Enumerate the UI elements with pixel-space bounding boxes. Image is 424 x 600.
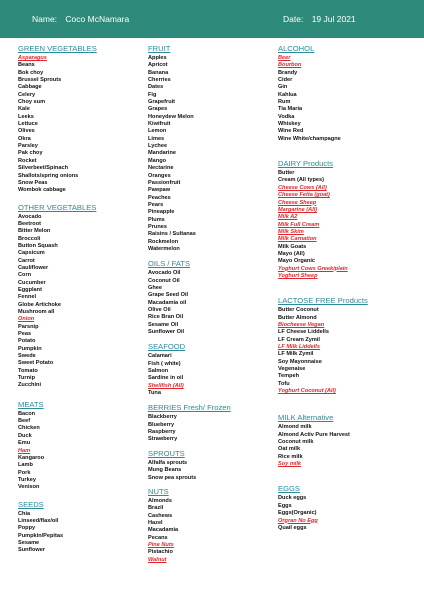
section-heading: LACTOSE FREE Products (278, 296, 368, 306)
list-item: Rice milk (278, 453, 303, 460)
list-item: Brazil (148, 505, 164, 512)
list-item: Mandarine (148, 150, 176, 157)
list-item: Salmon (148, 368, 169, 375)
section-heading: OILS / FATS (148, 259, 191, 269)
list-item: Broccoli (18, 235, 41, 242)
list-item: Almonds (148, 497, 172, 504)
list-item: Cucumber (18, 279, 46, 286)
list-item: Pak choy (18, 150, 43, 157)
name-value: Coco McNamara (65, 14, 130, 24)
list-item: Globe Artichoke (18, 301, 61, 308)
list-item: Okra (18, 135, 31, 142)
list-item: Dates (148, 84, 164, 91)
list-item-highlighted: Pine Nuts (148, 541, 174, 548)
list-item: Coconut milk (278, 439, 314, 446)
list-item: Choy sum (18, 99, 46, 106)
list-item: Bacon (18, 410, 36, 417)
list-item: Sweet Potato (18, 360, 54, 367)
list-item: Cider (278, 77, 293, 84)
list-item: Calamari (148, 353, 172, 360)
list-item: Linseed/flax/oil (18, 517, 59, 524)
list-item: Mung Beans (148, 467, 182, 474)
list-item: Plums (148, 216, 165, 223)
list-item: Mango (148, 157, 167, 164)
list-item-highlighted: Bourbon (278, 62, 302, 69)
list-item: Hazel (148, 519, 163, 526)
list-item: Beans (18, 62, 35, 69)
list-item: Carrot (18, 257, 35, 264)
list-item-highlighted: Beer (278, 55, 291, 61)
list-item: Vodka (278, 113, 295, 120)
list-item: Apricot (148, 62, 168, 69)
list-item: Macadamia (148, 527, 179, 534)
list-item: Pecans (148, 534, 168, 541)
list-item: Rum (278, 99, 291, 106)
food-section (18, 500, 143, 555)
list-item: Mushroom all (18, 309, 55, 315)
food-column-2 (148, 44, 273, 564)
list-item-highlighted: Soy milk (278, 461, 302, 468)
list-item: Almond Activ Pure Harvest (278, 431, 350, 438)
list-item: Rice Bran Oil (148, 314, 184, 321)
section-heading: EGGS (278, 484, 300, 494)
food-section (18, 203, 143, 390)
list-item: Grapefruit (148, 99, 176, 106)
list-item-highlighted: Yoghurt Sheep (278, 272, 318, 279)
list-item: Chia (18, 510, 31, 517)
food-section (278, 44, 403, 143)
food-section (278, 296, 403, 395)
list-item: Blueberry (148, 421, 175, 428)
food-section (278, 413, 403, 468)
list-item: Poppy (18, 525, 36, 532)
list-item: Capsicum (18, 250, 45, 257)
list-item: Duck eggs (278, 495, 307, 502)
list-item: Snow pea sprouts (148, 474, 197, 481)
list-item: Chicken (18, 425, 40, 432)
section-heading: MEATS (18, 399, 44, 409)
list-item: Cherries (148, 77, 171, 84)
section-heading: SEEDS (18, 499, 44, 509)
date-label: Date: (283, 14, 304, 24)
list-item: Cashews (148, 512, 173, 519)
date-field (283, 14, 356, 24)
list-item: Wine White/champagne (278, 135, 341, 142)
list-item: Pawpaw (148, 187, 171, 194)
date-value: 19 Jul 2021 (311, 14, 356, 24)
list-item: Banana (148, 69, 169, 76)
list-item: Button Squash (18, 242, 58, 249)
food-section (18, 44, 143, 195)
food-section (148, 487, 273, 564)
list-item: Apples (148, 55, 167, 61)
list-item: Wombok cabbage (18, 187, 66, 194)
section-heading: NUTS (148, 486, 169, 496)
list-item: Pumpkin/Pepitas (18, 532, 64, 539)
list-item: Cauliflower (18, 264, 49, 271)
list-item: LF Cheese Liddells (278, 329, 329, 336)
list-item: Turkey (18, 476, 36, 483)
food-column-3 (278, 44, 403, 532)
section-heading: FRUIT (148, 44, 171, 53)
list-item-highlighted: Biocheese Vegan (278, 321, 325, 328)
section-heading: ALCOHOL (278, 44, 315, 53)
list-item: Rockmelon (148, 238, 179, 245)
list-item: Blackberry (148, 414, 177, 421)
list-item-highlighted: Onion (18, 316, 35, 323)
list-item: Fish ( white) (148, 360, 181, 367)
list-item: Avocado Oil (148, 270, 181, 277)
name-label: Name: (32, 14, 58, 24)
list-item: Tia Maria (278, 106, 303, 113)
list-item-highlighted: Milk Carnation (278, 236, 317, 243)
list-item: Raisins / Sultanas (148, 231, 196, 238)
list-item: Potato (18, 338, 36, 345)
list-item: Honeydew Melon (148, 113, 194, 120)
list-item: Fig (148, 91, 157, 98)
list-item: Tofu (278, 380, 290, 387)
list-item: Almond milk (278, 424, 312, 431)
section-heading: MILK Alternative (278, 413, 334, 423)
list-item: Beef (18, 418, 31, 425)
list-item: Duck (18, 432, 32, 439)
section-heading: SEAFOOD (148, 342, 186, 352)
list-item: Pork (18, 469, 31, 476)
list-item: Beetroot (18, 220, 41, 227)
list-item: Tuna (148, 390, 161, 397)
list-item: Pears (148, 201, 164, 208)
list-item: Prunes (148, 223, 167, 230)
list-item: Celery (18, 91, 36, 98)
list-item: Butter (278, 170, 295, 177)
list-item: Brandy (278, 69, 298, 76)
list-item: Rocket (18, 157, 37, 164)
list-item: Tomato (18, 367, 38, 374)
list-item: Olive Oil (148, 307, 171, 313)
list-item: Turnip (18, 375, 35, 382)
list-item: Ghee (148, 284, 162, 291)
list-item: Lemon (148, 128, 167, 135)
list-item: Vegenaise (278, 366, 306, 373)
section-heading: GREEN VEGETABLES (18, 44, 97, 53)
food-section (148, 403, 273, 443)
list-item: Bok choy (18, 69, 44, 76)
list-item: LF Milk Zymil (278, 351, 314, 358)
list-item-highlighted: Cheese Cows (All) (278, 184, 327, 191)
list-item: Bitter Melon (18, 228, 51, 235)
list-item: Emu (18, 440, 31, 447)
list-item: Gin (278, 84, 288, 91)
list-item: Oranges (148, 172, 171, 179)
list-item: Shallots/spring onions (18, 172, 79, 179)
list-item: Milk Goats (278, 243, 307, 250)
list-item: Kahlua (278, 91, 297, 98)
list-item: Oat milk (278, 446, 301, 453)
list-item: Macadamia oil (148, 299, 187, 306)
food-column-1 (18, 44, 143, 555)
list-item: Avocado (18, 213, 42, 220)
list-item: Leeks (18, 113, 34, 120)
list-item: Alfalfa sprouts (148, 459, 188, 466)
list-item: Peaches (148, 194, 171, 201)
list-item: Corn (18, 272, 32, 279)
list-item: Pistachio (148, 549, 173, 556)
list-item: Kiwifruit (148, 121, 171, 128)
page-header (0, 0, 424, 38)
list-item: Wine Red (278, 128, 304, 135)
list-item-highlighted: Margarine (All) (278, 206, 318, 213)
list-item: Kale (18, 106, 30, 113)
list-item-highlighted: Asparagus (18, 55, 47, 61)
list-item: Mayo (All) (278, 250, 305, 257)
list-item: Lychee (148, 143, 168, 150)
food-section (148, 44, 273, 253)
list-item: Eggs(Organic) (278, 510, 317, 517)
list-item: Sunflower Oil (148, 329, 185, 336)
list-item: Peas (18, 331, 32, 338)
list-item: Cream (All types) (278, 177, 325, 184)
list-item: Pineapple (148, 209, 175, 216)
list-item: Eggs (278, 502, 292, 509)
list-item-highlighted: Milk A2 (278, 214, 298, 221)
list-item: Watermelon (148, 245, 180, 252)
list-item: Sunflower (18, 547, 46, 554)
list-item: Cabbage (18, 84, 42, 91)
list-item: Coconut Oil (148, 277, 180, 284)
name-field (32, 14, 129, 24)
list-item: Swede (18, 353, 36, 360)
list-item: Lettuce (18, 121, 38, 128)
list-item: Brussel Sprouts (18, 77, 62, 84)
list-item: Kangaroo (18, 454, 45, 461)
list-item: Whiskey (278, 121, 301, 128)
list-item: Olives (18, 128, 35, 135)
list-item-highlighted: Milk Full Cream (278, 221, 320, 228)
list-item: Grapes (148, 106, 168, 113)
list-item: Soy Mayonnaise (278, 358, 322, 365)
list-item: Quail eggs (278, 524, 307, 531)
list-item: Grape Seed Oil (148, 292, 189, 299)
list-item-highlighted: Yoghurt Cows Greek/plain (278, 265, 348, 272)
list-item: Passionfruit (148, 179, 181, 186)
food-section (18, 400, 143, 492)
food-section (148, 342, 273, 397)
list-item-highlighted: Yoghurt Coconut (All) (278, 388, 336, 395)
list-item: Zucchini (18, 382, 41, 389)
list-item: Tempeh (278, 373, 300, 380)
food-section (278, 484, 403, 532)
list-item: Butter Almond (278, 314, 317, 321)
food-section (278, 159, 403, 280)
list-item: Lamb (18, 462, 33, 469)
section-heading: SPROUTS (148, 448, 185, 458)
list-item-highlighted: Milk Skim (278, 228, 304, 235)
list-item: Butter Coconut (278, 307, 319, 314)
list-item: Nectarine (148, 165, 174, 172)
list-item: Parsnip (18, 323, 39, 330)
food-section (148, 259, 273, 336)
list-item: Strawberry (148, 436, 178, 443)
section-heading: OTHER VEGETABLES (18, 202, 97, 212)
food-section (148, 449, 273, 482)
list-item: Parsley (18, 143, 38, 150)
list-item: Mayo Organic (278, 258, 315, 265)
list-item: LF Cream Zymil (278, 336, 320, 343)
list-item: Snow Peas (18, 179, 48, 186)
list-item: Sardine in oil (148, 375, 184, 382)
list-item: Sesame Oil (148, 321, 179, 328)
list-item-highlighted: Shellfish (All) (148, 382, 184, 389)
list-item: Sesame (18, 539, 40, 546)
list-item-highlighted: Orgran No Egg (278, 517, 318, 524)
list-item: Eggplant (18, 286, 42, 293)
list-item: Fennel (18, 294, 37, 301)
list-item: Venison (18, 484, 40, 491)
section-heading: DAIRY Products (278, 159, 334, 169)
list-item-highlighted: Walnut (148, 556, 167, 563)
section-heading: BERRIES Fresh/ Frozen (148, 403, 231, 413)
list-item: Silverbeet/Spinach (18, 165, 69, 172)
list-item: Pumpkin (18, 345, 42, 352)
list-item-highlighted: Ham (18, 447, 31, 454)
list-item-highlighted: LF Milk Liddells (278, 344, 320, 350)
list-item-highlighted: Cheese Sheep (278, 199, 317, 206)
list-item: Raspberry (148, 429, 176, 436)
list-item-highlighted: Cheese Fetta (goat) (278, 192, 330, 199)
list-item: Limes (148, 135, 165, 142)
